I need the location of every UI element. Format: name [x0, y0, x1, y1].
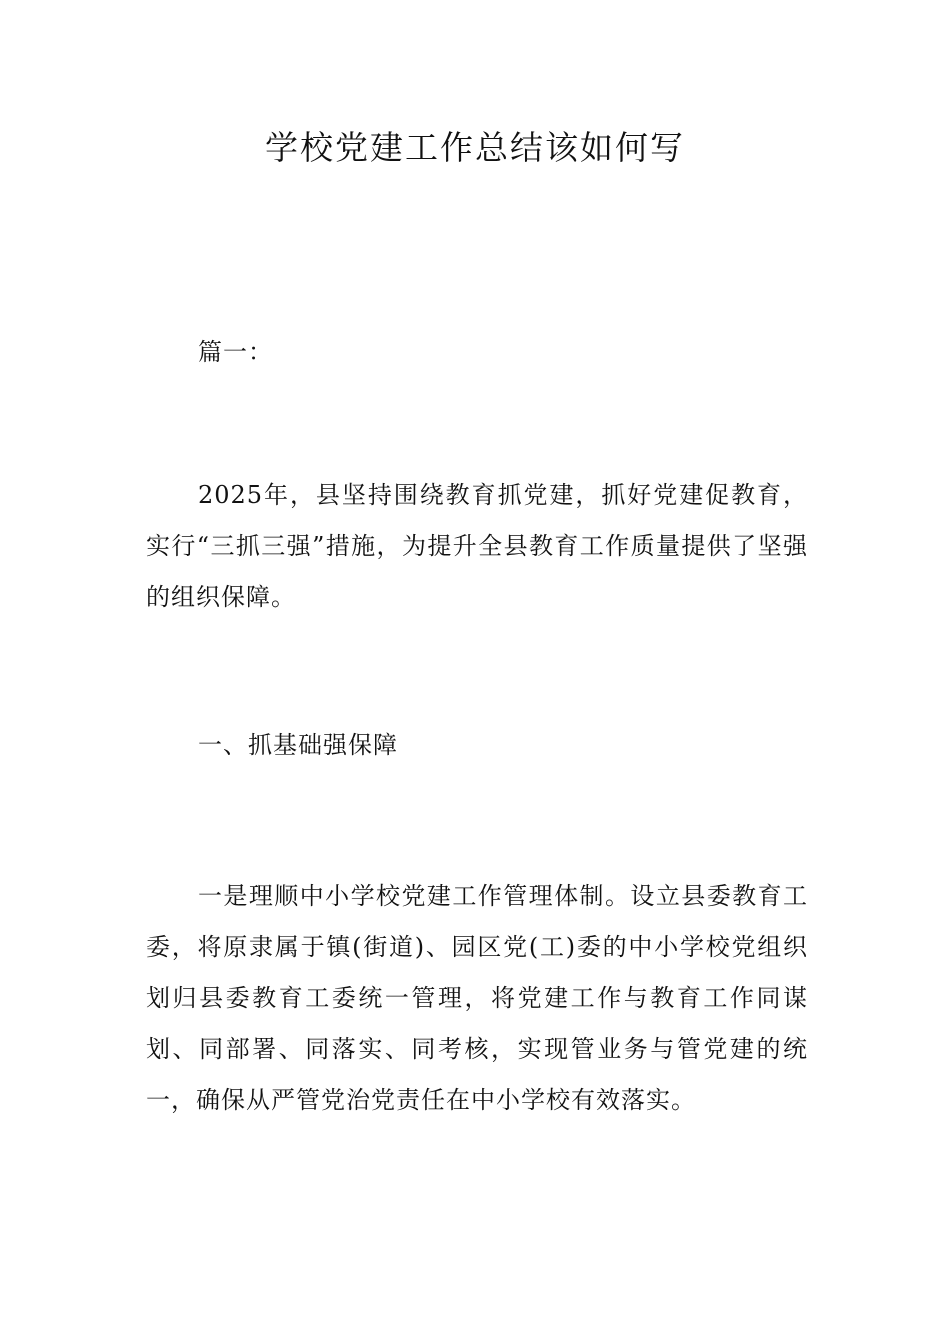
document-title: 学校党建工作总结该如何写 — [265, 128, 685, 167]
section-heading: 一、抓基础强保障 — [198, 731, 398, 759]
part-label: 篇一： — [198, 338, 273, 366]
intro-paragraph: 2025年，县坚持围绕教育抓党建，抓好党建促教育，实行“三抓三强”措施，为提升全县教育工作质量提供了坚强的组织保障。 — [146, 481, 808, 611]
section-body-paragraph: 一是理顺中小学校党建工作管理体制。设立县委教育工委，将原隶属于镇(街道)、园区党(工)委的中小学校党组织划归县委教育工委统一管理，将党建工作与教育工作同谋划、同部署、同落实、同考核，实现管业务与管党建的统一，确保从严管党治党责任在中小学校有效落实。 — [146, 882, 808, 1114]
